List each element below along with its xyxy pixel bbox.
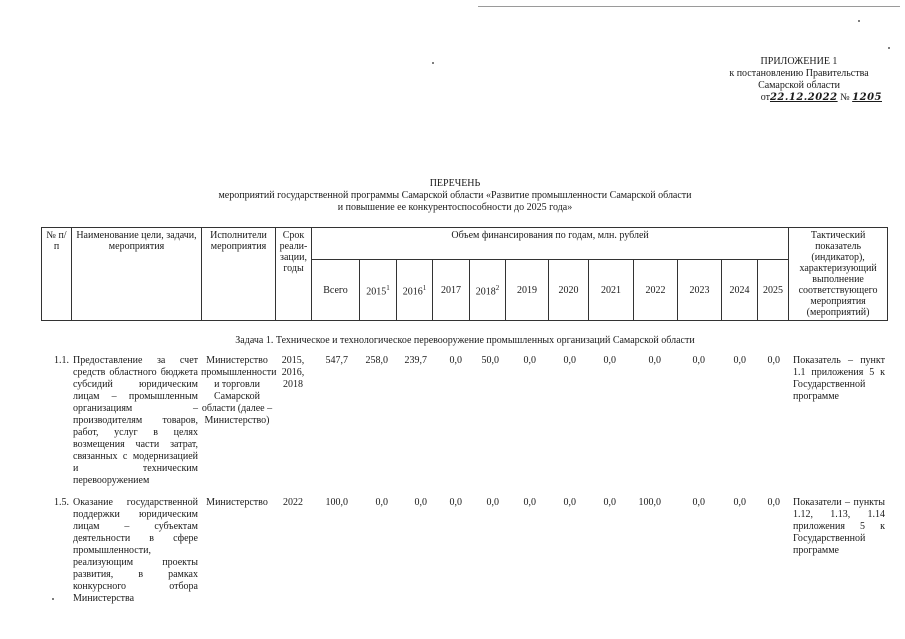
header-year: 2016$^1$ — [397, 260, 433, 321]
row-year-value: 0,0 — [486, 497, 499, 508]
row-executor: Министерство — [206, 497, 268, 508]
title-line1: мероприятий государственной программы Самарской области «Развитие промышленности Самарской области — [218, 190, 692, 201]
header-total: Всего — [312, 260, 360, 321]
header-funding: Объем финансирования по годам, млн. рублей — [312, 228, 789, 260]
row-name: Оказание государственной поддержки юридическим лицам – субъектам деятельности в сфере промышленности, реализующим проекты развития, в рамках конкурсного отбора Министерства — [73, 497, 198, 604]
header-num: № п/п — [42, 228, 72, 321]
title-heading: ПЕРЕЧЕНЬ — [429, 178, 481, 189]
header-year: 2021 — [589, 260, 634, 321]
row-indicator: Показатели – пункты 1.12, 1.13, 1.14 приложения 5 к Государственной программе — [793, 497, 885, 556]
row-term: 2022 — [283, 497, 303, 508]
header-year: 2024 — [722, 260, 758, 321]
row-year-value: 0,0 — [692, 355, 705, 366]
scan-speck — [52, 598, 54, 600]
row-year-value: 239,7 — [404, 355, 427, 366]
header-executor: Исполнители мероприятия — [202, 228, 276, 321]
header-year: 2017 — [433, 260, 470, 321]
row-year-value: 0,0 — [449, 355, 462, 366]
row-year-value: 258,0 — [365, 355, 388, 366]
row-year-value: 0,0 — [767, 355, 780, 366]
document-title — [195, 178, 715, 214]
row-term: 2015, 2016, 2018 — [281, 355, 305, 390]
scan-speck — [858, 20, 860, 22]
row-num: 1.1. — [54, 355, 69, 366]
row-year-value: 0,0 — [692, 497, 705, 508]
footnote-mark: 1 — [422, 283, 427, 292]
header-year: 2023 — [678, 260, 722, 321]
row-year-value: 0,0 — [648, 355, 661, 366]
scan-speck — [888, 47, 890, 49]
header-year: 2018$^2$ — [470, 260, 506, 321]
row-year-value: 0,0 — [563, 497, 576, 508]
row-year-value: 0,0 — [563, 355, 576, 366]
row-year-value: 0,0 — [603, 497, 616, 508]
header-year: 2022 — [634, 260, 678, 321]
header-indicator: Тактический показатель (индикатор), характеризующий выполнение соответствующего мероприятия (мероприятий) — [789, 228, 888, 321]
row-total: 547,7 — [325, 355, 348, 366]
handwritten-date: 22.12.2022 — [769, 92, 838, 103]
row-year-value: 0,0 — [733, 355, 746, 366]
header-term: Срок реали- зации, годы — [276, 228, 312, 321]
row-year-value: 100,0 — [638, 497, 661, 508]
header-year: 2019 — [506, 260, 549, 321]
row-year-value: 0,0 — [767, 497, 780, 508]
header-year: 2020 — [549, 260, 589, 321]
handwritten-number: 1205 — [852, 92, 882, 103]
row-year-value: 0,0 — [733, 497, 746, 508]
row-indicator: Показатель – пункт 1.1 приложения 5 к Государственной программе — [793, 355, 885, 402]
row-year-value: 0,0 — [603, 355, 616, 366]
appendix-title: ПРИЛОЖЕНИЕ 1 — [760, 56, 838, 67]
funding-table-header — [41, 227, 888, 321]
appendix-signature-line — [712, 92, 886, 104]
footnote-mark: 1 — [386, 283, 390, 292]
row-executor: Министерство промышленности и торговли Самарской области (далее – Министерство) — [201, 355, 277, 426]
number-label: № — [840, 92, 850, 103]
row-year-value: 50,0 — [481, 355, 499, 366]
header-year: 2025 — [758, 260, 789, 321]
row-year-value: 0,0 — [523, 497, 536, 508]
row-year-value: 0,0 — [375, 497, 388, 508]
row-year-value: 0,0 — [523, 355, 536, 366]
scan-speck — [432, 62, 434, 64]
appendix-line2: Самарской области — [758, 80, 840, 91]
row-total: 100,0 — [325, 497, 348, 508]
header-name: Наименование цели, задачи, мероприятия — [72, 228, 202, 321]
row-name: Предоставление за счет средств областного бюджета субсидий юридическим лицам – промышленным организациям – производителям товаров, работ, услуг в целях возмещения части затрат, связанных с модернизацией и техническим перевооружением — [73, 355, 198, 486]
row-year-value: 0,0 — [414, 497, 427, 508]
scan-edge-line — [478, 6, 900, 7]
task-title: Задача 1. Техническое и технологическое перевооружение промышленных организаций Самарской области — [235, 335, 695, 346]
title-line2: и повышение ее конкурентоспособности до 2025 года» — [337, 202, 573, 213]
row-num: 1.5. — [54, 497, 69, 508]
appendix-block — [712, 56, 886, 104]
footnote-mark: 2 — [495, 283, 500, 292]
appendix-line1: к постановлению Правительства — [729, 68, 869, 79]
from-label: от — [760, 92, 770, 103]
row-year-value: 0,0 — [449, 497, 462, 508]
header-year: 2015$^1$ — [360, 260, 397, 321]
